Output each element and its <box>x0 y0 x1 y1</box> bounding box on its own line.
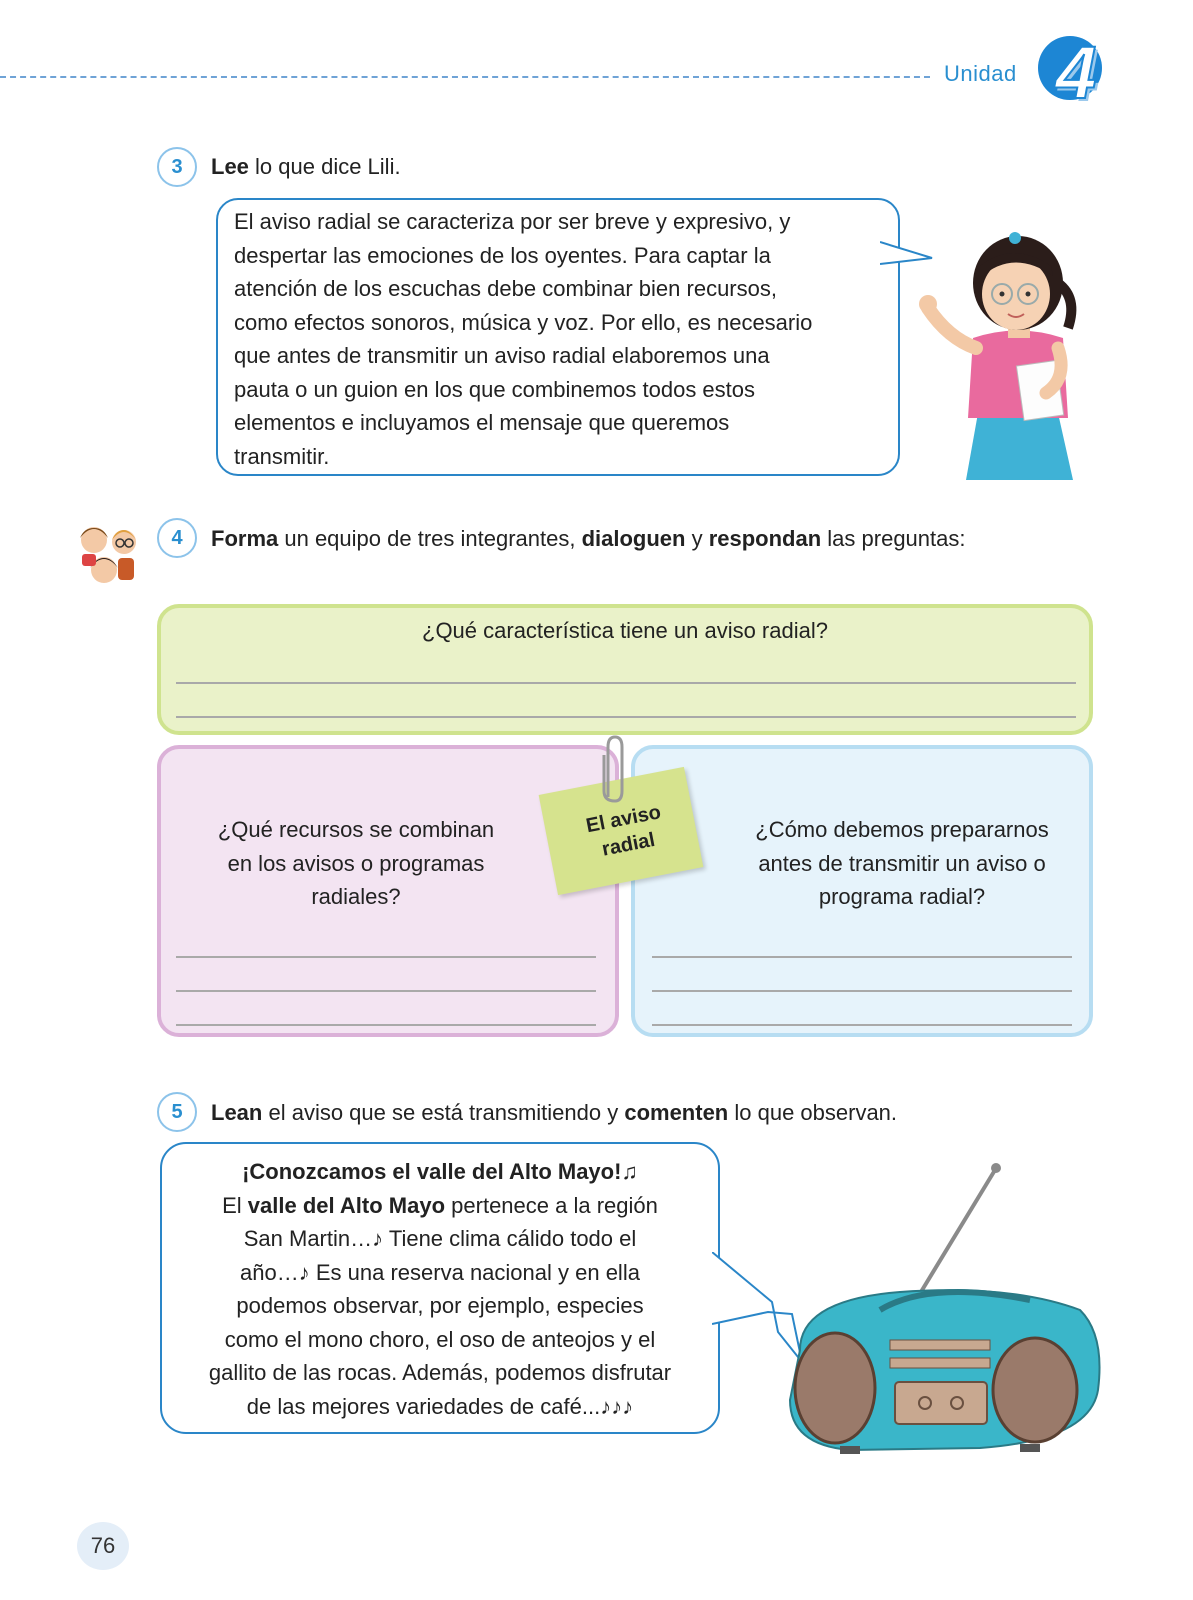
activity-5-instruction <box>211 1100 897 1126</box>
question-right-line: antes de transmitir un aviso o <box>758 850 1046 876</box>
page-number: 76 <box>77 1522 129 1570</box>
question-left-text <box>176 813 536 914</box>
speech-line: El aviso radial se caracteriza por ser breve y expresivo, y <box>234 209 791 234</box>
activity-5-verb-comenten: comenten <box>624 1100 729 1125</box>
question-left-line: en los avisos o programas <box>227 850 485 876</box>
lili-speech-text <box>234 205 884 473</box>
question-top-text: ¿Qué característica tiene un aviso radial? <box>422 618 828 643</box>
radio-ad-fragment: pertenece a la región <box>445 1192 658 1218</box>
activity-5-verb-lean: Lean <box>211 1100 263 1125</box>
activity-4-text: y <box>685 526 709 551</box>
activity-4-instruction <box>211 526 965 552</box>
activity-4-verb-dialoguen: dialoguen <box>581 526 686 551</box>
radio-ad-line: de las mejores variedades de café...♪♪♪ <box>246 1393 634 1419</box>
team-children-icon <box>74 520 142 588</box>
answer-line[interactable] <box>176 990 596 992</box>
answer-line[interactable] <box>176 956 596 958</box>
sticky-note-line: radial <box>600 828 657 861</box>
radio-ad-line <box>170 1189 710 1223</box>
unit-number: 4 <box>1055 31 1097 114</box>
activity-3-instruction <box>211 154 401 180</box>
radio-ad-line: año…♪ Es una reserva nacional y en ella <box>240 1259 640 1285</box>
speech-line: que antes de transmitir un aviso radial elaboremos una <box>234 343 770 368</box>
question-right-line: ¿Cómo debemos prepararnos <box>755 817 1049 842</box>
answer-line[interactable] <box>176 682 1076 684</box>
radio-ad-text <box>170 1155 710 1423</box>
answer-line[interactable] <box>652 956 1072 958</box>
speech-line: despertar las emociones de los oyentes. Para captar la <box>234 242 771 268</box>
question-left-line: ¿Qué recursos se combinan <box>217 817 495 842</box>
radio-ad-line: podemos observar, por ejemplo, especies <box>236 1293 644 1318</box>
activity-4-text: las preguntas: <box>821 526 966 551</box>
radio-ad-fragment: El <box>222 1192 248 1218</box>
answer-line[interactable] <box>176 1024 596 1026</box>
activity-5-number: 5 <box>157 1092 197 1132</box>
activity-4-text: un equipo de tres integrantes, <box>278 526 582 551</box>
radio-ad-line: San Martin…♪ Tiene clima cálido todo el <box>243 1226 637 1251</box>
answer-line[interactable] <box>176 716 1076 718</box>
answer-line[interactable] <box>652 990 1072 992</box>
activity-3-verb: Lee <box>211 154 249 179</box>
question-left-line: radiales? <box>311 884 401 909</box>
activity-3-number: 3 <box>157 147 197 187</box>
radio-ad-line: gallito de las rocas. Además, podemos disfrutar <box>208 1360 672 1385</box>
activity-5-text: lo que observan. <box>728 1100 898 1125</box>
radio-ad-line: como el mono choro, el oso de anteojos y el <box>224 1326 656 1352</box>
header-dashed-line <box>0 76 930 78</box>
sticky-note-line: El aviso <box>584 801 663 838</box>
question-right-line: programa radial? <box>818 884 986 909</box>
activity-4-verb-forma: Forma <box>211 526 279 551</box>
radio-cassette-illustration <box>780 1160 1110 1460</box>
activity-3-rest: lo que dice Lili. <box>248 154 401 179</box>
speech-line: pauta o un guion en los que combinemos todos estos <box>234 376 756 402</box>
activity-5-text: el aviso que se está transmitiendo y <box>262 1100 625 1125</box>
lili-girl-illustration <box>918 228 1093 480</box>
unit-label: Unidad <box>944 61 1017 86</box>
answer-line[interactable] <box>652 1024 1072 1026</box>
speech-line: elementos e incluyamos el mensaje que queremos <box>234 410 730 435</box>
question-right-text <box>712 813 1092 914</box>
paperclip-icon <box>598 733 632 807</box>
speech-line: transmitir. <box>234 443 330 469</box>
radio-ad-title: ¡Conozcamos el valle del Alto Mayo!♫ <box>242 1159 638 1184</box>
radio-ad-bold: valle del Alto Mayo <box>247 1192 446 1218</box>
speech-line: atención de los escuchas debe combinar bien recursos, <box>234 276 777 301</box>
activity-4-number: 4 <box>157 518 197 558</box>
speech-line: como efectos sonoros, música y voz. Por ello, es necesario <box>234 309 813 335</box>
activity-4-verb-respondan: respondan <box>708 526 822 551</box>
